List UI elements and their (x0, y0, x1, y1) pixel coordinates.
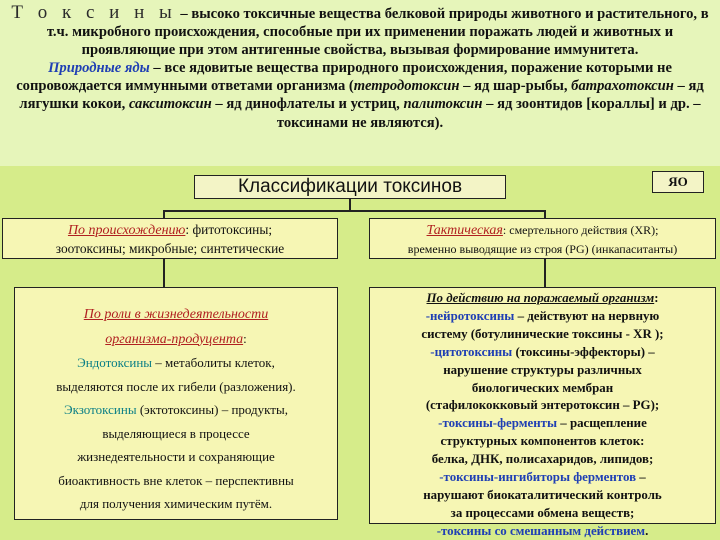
action-box (369, 287, 716, 538)
cyto-text-3: биологических мембран (471, 380, 614, 395)
connector-right-lower (544, 259, 546, 288)
cyto-text-1: (токсины-эффекторы) – (512, 344, 655, 359)
tactical-heading: Тактическая (426, 223, 503, 238)
cyto-term: -цитотоксины (430, 344, 513, 359)
exo-text-5: для получения химическим путём. (79, 496, 273, 511)
exo-text-2: выделяющиеся в процессе (102, 425, 250, 441)
exo-paren: (эктотоксины) (136, 402, 219, 417)
classification-title: Классификации токсинов (237, 176, 463, 197)
role-heading-1: По роли в жизнедеятельности (83, 307, 269, 322)
palytoxin: палитоксин (403, 96, 483, 113)
action-heading: По действию на поражаемый организм (426, 291, 655, 305)
exo-text-3: жизнедеятельности и сохраняющие (77, 449, 275, 464)
yao-badge (652, 171, 704, 193)
tactical-text-2: временно выводящие из строя (PG) (инкапаситанты) (407, 242, 678, 256)
endo-text-1: – метаболиты клеток, (152, 355, 275, 370)
natural-text-1: – все ядовитые вещества природного происхождения, поражение которыми не сопровождается иммунными ответами организма ( (16, 60, 672, 95)
inhib-text-3: за процессами обмена веществ; (450, 505, 635, 520)
batrachotoxin: батрахотоксин (571, 78, 674, 95)
enzyme-term: -токсины-ферменты (438, 416, 558, 431)
neuro-text-2: систему (ботулинические токсины - XR ); (421, 326, 664, 341)
role-heading-2: организма-продуцента (105, 331, 244, 347)
yao-badge-text: ЯО (668, 174, 688, 189)
origin-text-1: : фитотоксины; (185, 222, 273, 237)
saxitoxin: сакситоксин (128, 96, 212, 113)
tetrodotoxin: тетродотоксин (353, 78, 460, 95)
classification-title-box (194, 175, 506, 199)
natural-term: Природные яды (48, 60, 150, 77)
role-colon: : (243, 330, 247, 346)
inhib-text-1: – (636, 470, 646, 485)
neuro-term: -нейротоксины (425, 308, 515, 323)
role-box (14, 287, 338, 520)
enzyme-text-2: структурных компонентов клеток: (440, 434, 645, 449)
exo-text-1: – продукты, (218, 402, 288, 417)
connector-left-lower (163, 259, 165, 288)
enzyme-text-3: белка, ДНК, полисахаридов, липидов; (431, 452, 654, 467)
inhib-term: -токсины-ингибиторы ферментов (439, 470, 637, 485)
origin-heading: По происхождению (67, 223, 186, 238)
tactical-box (369, 218, 716, 259)
cyto-text-2: нарушение структуры различных (443, 362, 642, 377)
title-word: Т о к с и н ы (11, 2, 177, 23)
natural-text-5: – яд зоонтидов [кораллы] и др. – токсинами не являются). (276, 96, 701, 131)
action-colon: : (654, 291, 659, 305)
origin-box (2, 218, 338, 259)
tactical-text-1: : смертельного действия (XR); (502, 223, 659, 237)
enzyme-text-1: – расщепление (557, 416, 647, 431)
exo-term: Экзотоксины (64, 402, 137, 417)
endo-text-2: выделяются после их гибели (разложения). (56, 378, 296, 394)
connector-horizontal (163, 210, 545, 212)
natural-text-4: – яд динофлателы и устриц, (211, 96, 404, 113)
natural-text-2: – яд шар-рыбы, (459, 78, 572, 95)
endo-term: Эндотоксины (77, 355, 153, 370)
inhib-text-2: нарушают биокаталитический контроль (423, 487, 662, 502)
intro-section (0, 0, 720, 166)
mixed-term: -токсины со смешанным действием (436, 523, 646, 538)
cyto-text-4: (стафилококковый энтеротоксин – PG); (425, 398, 660, 413)
neuro-text-1: – действуют на нервную (514, 308, 660, 323)
origin-text-2: зоотоксины; микробные; синтетические (55, 241, 285, 256)
exo-text-4: биоактивность вне клеток – перспективны (58, 472, 294, 488)
mixed-end: . (645, 523, 649, 538)
natural-text-3: – яд лягушки кокои, (19, 78, 704, 113)
definition-text: – высоко токсичные вещества белковой природы животного и растительного, в т.ч. микробного происхождения, способные при их применении поражать людей и животных и проявляющие при этом антигенные свойства, вызывая формирование иммунитета. (46, 6, 709, 59)
